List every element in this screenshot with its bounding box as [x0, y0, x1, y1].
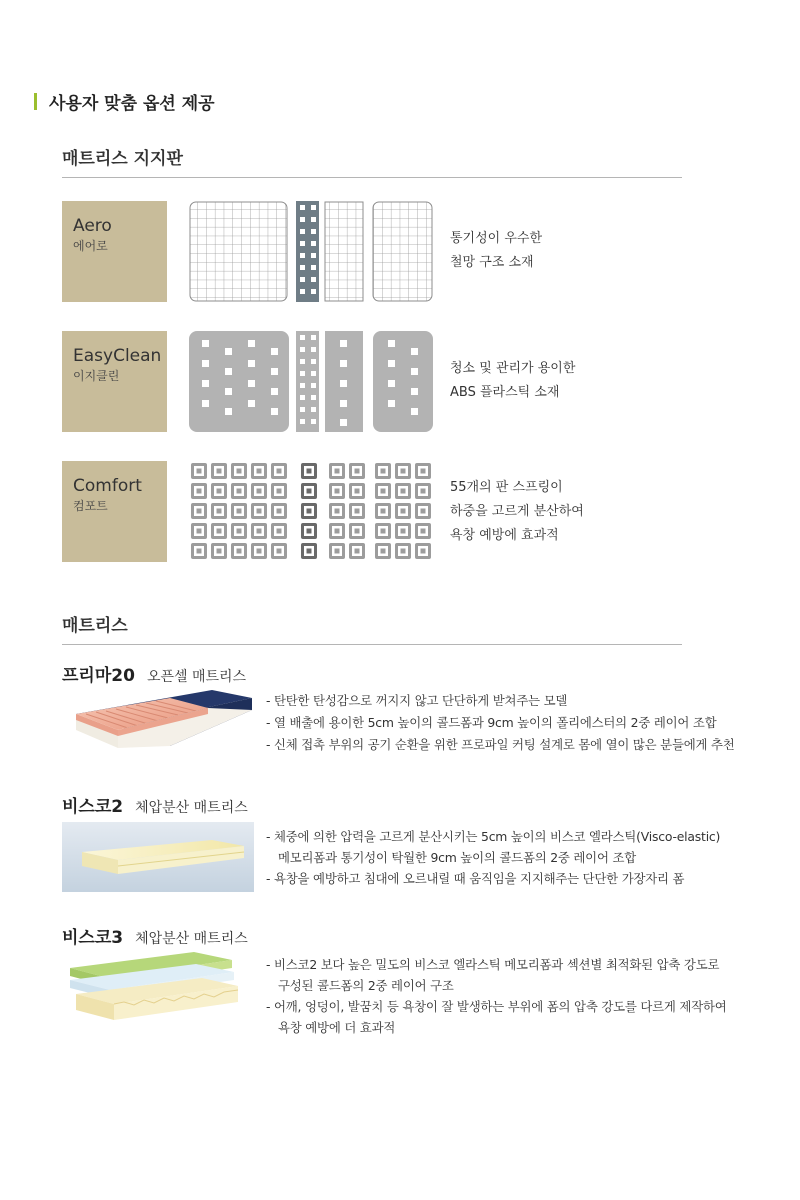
spring-plate-core [237, 529, 242, 534]
spring-plate-core [277, 549, 282, 554]
spring-plate-core [197, 469, 202, 474]
spring-plate-core [335, 489, 340, 494]
spring-plate-core [217, 489, 222, 494]
board-row-easyclean [62, 331, 682, 432]
mattress-heading-text: 매트리스 [62, 616, 128, 636]
product-title-visco3 [62, 923, 248, 948]
feature-item-continued: 메모리폼과 통기성이 탁월한 9cm 높이의 콜드폼의 2중 레이어 조합 [278, 850, 636, 865]
spring-plate-core [401, 469, 406, 474]
board-desc-easyclean: 청소 및 관리가 용이한 ABS 플라스틱 소재 [450, 361, 576, 400]
spring-plate-core [197, 529, 202, 534]
product-name: 비스코3 [62, 928, 124, 948]
product-type: 오픈셀 매트리스 [146, 669, 247, 685]
spring-plate-core [237, 489, 242, 494]
spring-plate-core [355, 529, 360, 534]
spring-plate-core [307, 529, 312, 534]
spring-plate-core [307, 469, 312, 474]
spring-plate-core [277, 469, 282, 474]
spring-plate-core [381, 509, 386, 514]
feature-item: - 신체 접촉 부위의 공기 순환을 위한 프로파일 커팅 설계로 몸에 열이 많은 분들에게 추천 [266, 737, 735, 752]
support-heading-text: 매트리스 지지판 [62, 149, 183, 169]
spring-plate-core [355, 549, 360, 554]
spring-plate-core [381, 549, 386, 554]
spring-plate-core [307, 549, 312, 554]
spring-plate-core [307, 489, 312, 494]
spring-plate-core [197, 549, 202, 554]
spring-plate-core [217, 529, 222, 534]
support-heading [62, 144, 682, 178]
spring-plate-core [401, 529, 406, 534]
spring-plate-core [217, 509, 222, 514]
feature-item-continued: 욕창 예방에 더 효과적 [278, 1020, 396, 1035]
feature-item: - 욕창을 예방하고 침대에 오르내릴 때 움직임을 지지해주는 단단한 가장자리 폼 [266, 871, 685, 886]
spring-plate-core [277, 529, 282, 534]
board-name-en: Aero [73, 216, 112, 236]
spring-plate-core [335, 549, 340, 554]
visco2-features [266, 826, 766, 890]
spring-plate-core [237, 469, 242, 474]
mattress-heading [62, 611, 682, 645]
feature-item: - 탄탄한 탄성감으로 꺼지지 않고 단단하게 받쳐주는 모델 [266, 693, 568, 708]
feature-item-continued: 구성된 콜드폼의 2중 레이어 구조 [278, 978, 454, 993]
spring-plate-core [197, 489, 202, 494]
spring-plate-core [421, 509, 426, 514]
spring-plate-core [237, 509, 242, 514]
spring-plate-core [421, 529, 426, 534]
board-label-easyclean [62, 331, 167, 432]
spring-plate-core [381, 529, 386, 534]
product-title-visco2 [62, 792, 248, 817]
spring-plate-core [307, 509, 312, 514]
prima20-features [266, 690, 766, 756]
spring-plate-core [217, 549, 222, 554]
visco2-mattress-image [62, 822, 254, 892]
product-type: 체압분산 매트리스 [135, 800, 248, 816]
section-title [34, 89, 215, 114]
board-desc-comfort: 55개의 판 스프링이 하중을 고르게 분산하여 욕창 예방에 효과적 [450, 480, 584, 543]
board-name-ko: 에어로 [73, 238, 108, 253]
spring-plate-core [257, 469, 262, 474]
aero-board-image [189, 201, 433, 302]
spring-plate-core [257, 509, 262, 514]
easyclean-board-image [189, 331, 433, 432]
spring-plate-core [335, 529, 340, 534]
spring-plate-core [381, 489, 386, 494]
spring-plate-core [277, 489, 282, 494]
board-desc-aero: 통기성이 우수한 철망 구조 소재 [450, 231, 543, 270]
spring-plate-core [335, 509, 340, 514]
spring-plate-core [401, 509, 406, 514]
board-name-ko: 이지클린 [73, 368, 120, 383]
spring-plate-core [277, 509, 282, 514]
section-accent-bar [34, 93, 37, 110]
board-label-aero [62, 201, 167, 302]
section-title-text: 사용자 맞춤 옵션 제공 [49, 94, 215, 114]
comfort-board-image [189, 461, 433, 562]
spring-plate-core [355, 509, 360, 514]
spring-plate-core [257, 529, 262, 534]
spring-plate-core [237, 549, 242, 554]
feature-item: - 비스코2 보다 높은 밀도의 비스코 엘라스틱 메모리폼과 섹션별 최적화된 압축 강도로 [266, 957, 720, 972]
visco3-mattress-image [62, 950, 254, 1026]
product-name: 비스코2 [62, 797, 124, 817]
board-row-aero [62, 201, 682, 302]
spring-plate-core [335, 469, 340, 474]
spring-plate-core [421, 489, 426, 494]
feature-item: - 체중에 의한 압력을 고르게 분산시키는 5cm 높이의 비스코 엘라스틱(Visco-elastic) [266, 829, 721, 844]
product-title-prima20 [62, 661, 246, 686]
spring-plate-core [355, 469, 360, 474]
spring-plate-core [217, 469, 222, 474]
board-name-ko: 컴포트 [73, 498, 108, 513]
spring-plate-core [401, 549, 406, 554]
board-row-comfort [62, 461, 682, 562]
feature-item: - 어깨, 엉덩이, 발꿈치 등 욕창이 잘 발생하는 부위에 폼의 압축 강도를 다르게 제작하여 [266, 999, 727, 1014]
spring-plate-core [257, 489, 262, 494]
visco3-features [266, 954, 766, 1038]
product-name: 프리마20 [62, 666, 135, 686]
spring-plate-core [401, 489, 406, 494]
spring-plate-core [381, 469, 386, 474]
board-name-en: EasyClean [73, 346, 162, 366]
prima20-mattress-image [62, 686, 254, 756]
spring-plate-core [197, 509, 202, 514]
spring-plate-core [421, 469, 426, 474]
board-label-comfort [62, 461, 167, 562]
spring-plate-core [421, 549, 426, 554]
feature-item: - 열 배출에 용이한 5cm 높이의 콜드폼과 9cm 높이의 폴리에스터의 2중 레이어 조합 [266, 715, 717, 730]
board-name-en: Comfort [73, 476, 142, 496]
spring-plate-core [257, 549, 262, 554]
spring-plate-core [355, 489, 360, 494]
product-type: 체압분산 매트리스 [135, 931, 248, 947]
